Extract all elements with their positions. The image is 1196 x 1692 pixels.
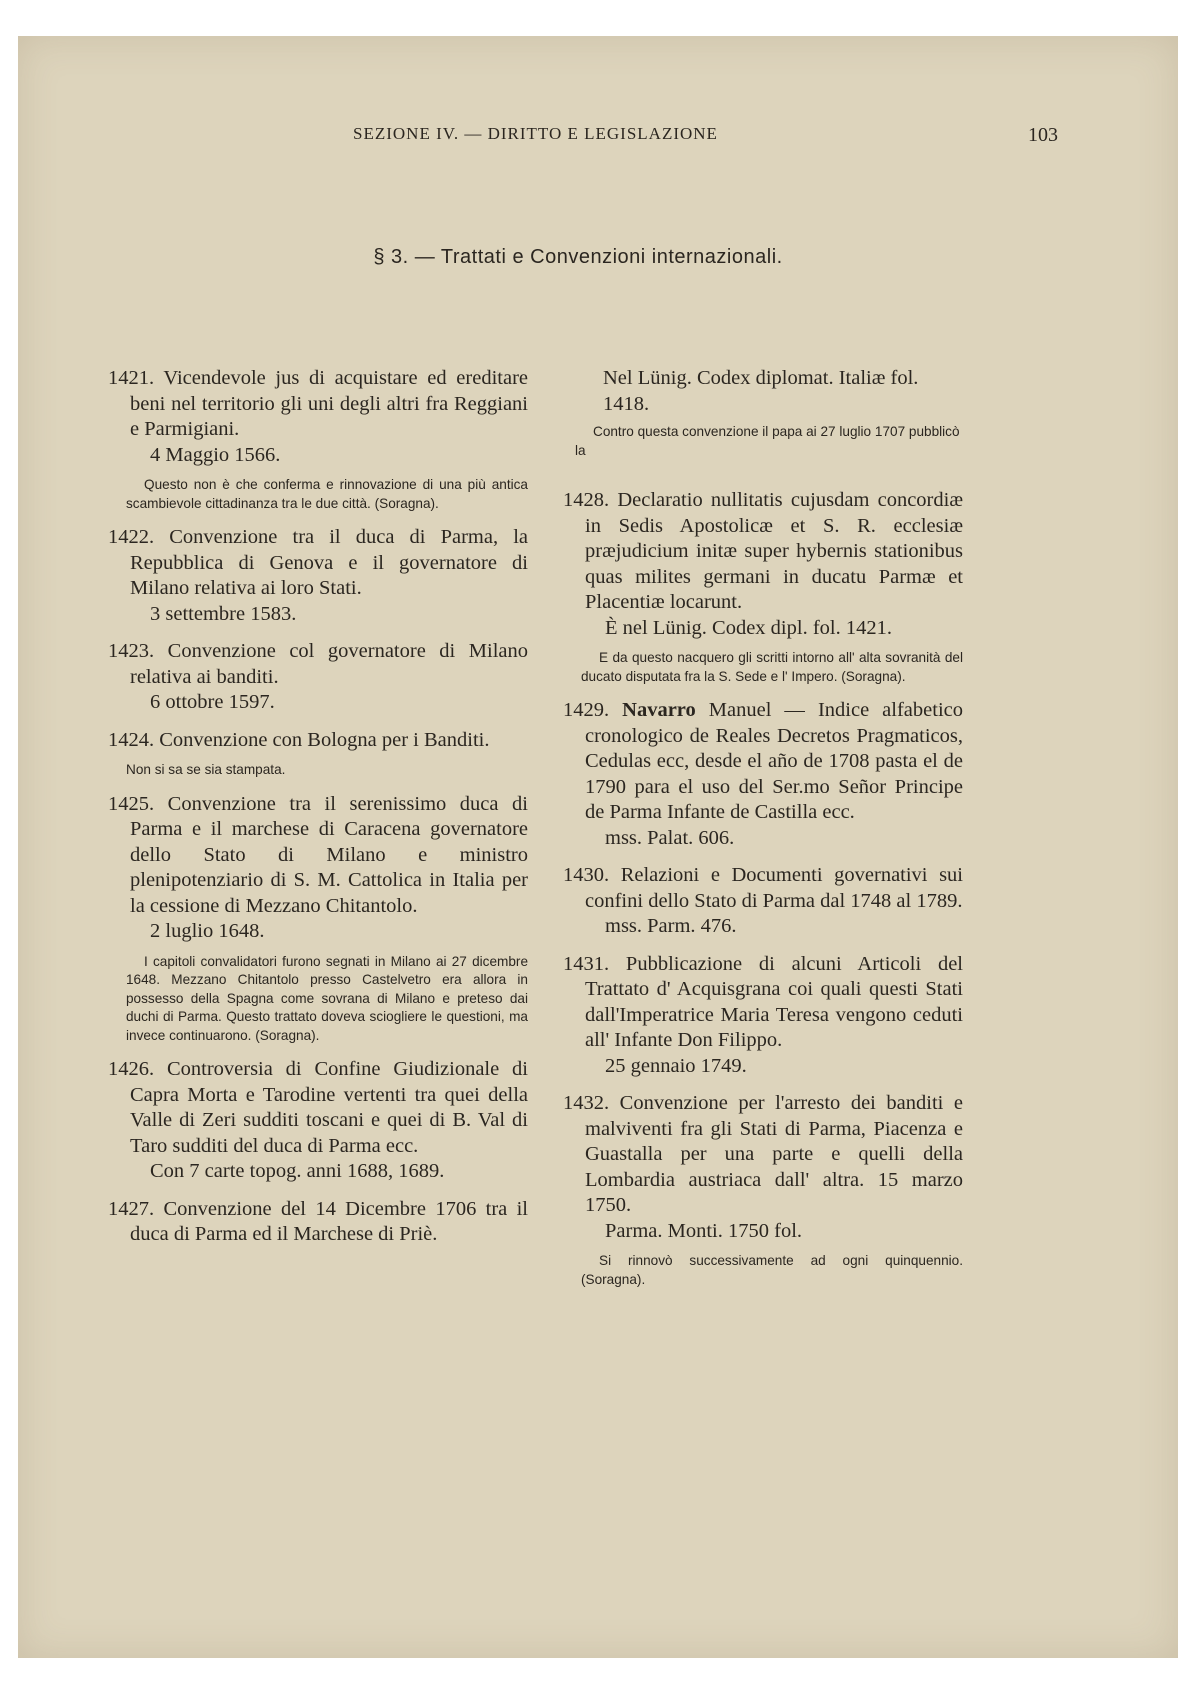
entry-1422	[108, 525, 528, 627]
header-title: SEZIONE IV. — DIRITTO E LEGISLAZIONE	[353, 124, 718, 143]
entry-1427-continuation: Nel Lünig. Codex diplomat. Italiæ fol. 1418.	[603, 367, 919, 415]
entry-1428	[563, 488, 963, 686]
entry-text: 1428. Declaratio nullitatis cujusdam concordiæ in Sedis Apostolicæ et S. R. ecclesiæ præjudicium initæ super hybernis stationibus quas milites germani in ducatu Parmæ et Placentiæ locarunt.	[563, 489, 963, 613]
section-title: § 3. — Trattati e Convenzioni internazionali.	[373, 246, 783, 268]
entry-text	[563, 698, 963, 826]
entry-1427-note: Contro questa convenzione il papa ai 27 luglio 1707 pubblicò la	[575, 424, 960, 458]
right-column	[563, 366, 963, 1301]
entry-note: I capitoli convalidatori furono segnati in Milano ai 27 dicembre 1648. Mezzano Chitantolo presso Castelvetro era allora in possesso della Spagna come sovrana di Milano e preteso dai duchi di Parma. Questo trattato doveva sciogliere le questioni, ma invece continuarono. (Soragna).	[126, 953, 528, 1043]
entry-title: Manuel — Indice alfabetico cronologico de Reales Decretos Pragmaticos, Cedulas ecc, desde el año de 1708 pasta el de 1790 para el uso del Ser.mo Señor Principe de Parma Infante de Castilla ecc.	[585, 699, 963, 823]
entry-date: 25 gennaio 1749.	[605, 1054, 747, 1077]
entry-1432	[563, 1091, 963, 1289]
entry-text: 1421. Vicendevole jus di acquistare ed ereditare beni nel territorio gli uni degli altri fra Reggiani e Parmigiani.	[108, 367, 528, 440]
entry-1427	[108, 1197, 528, 1248]
entry-date: 2 luglio 1648.	[150, 920, 265, 942]
entry-1426	[108, 1057, 528, 1185]
entry-date: 4 Maggio 1566.	[150, 443, 281, 466]
entry-text: 1430. Relazioni e Documenti governativi sui confini dello Stato di Parma dal 1748 al 1789.	[563, 864, 963, 912]
entry-text: 1423. Convenzione col governatore di Milano relativa ai banditi.	[108, 640, 528, 688]
entry-text: 1425. Convenzione tra il serenissimo duca di Parma e il marchese di Caracena governatore dello Stato di Milano e ministro plenipotenziario di S. M. Cattolica in Italia per la cessione di Mezzano Chitantolo.	[108, 792, 528, 917]
running-header	[118, 124, 1058, 158]
entry-1425	[108, 792, 528, 1046]
entry-date: Con 7 carte topog. anni 1688, 1689.	[150, 1160, 445, 1182]
entry-1424	[108, 728, 528, 780]
entry-note: E da questo nacquero gli scritti intorno all' alta sovranità del ducato disputata fra la S. Sede e l' Impero. (Soragna).	[581, 650, 963, 684]
entry-number: 1429.	[563, 699, 610, 721]
entry-note: Si rinnovò successivamente ad ogni quinquennio. (Soragna).	[581, 1253, 963, 1287]
entry-date: È nel Lünig. Codex dipl. fol. 1421.	[605, 616, 892, 639]
entry-date: mss. Palat. 606.	[605, 826, 735, 849]
entry-note: Questo non è che conferma e rinnovazione di una più antica scambievole cittadinanza tra le due città. (Soragna).	[126, 477, 528, 511]
entry-1430	[563, 863, 963, 940]
entry-text: 1426. Controversia di Confine Giudizionale di Capra Morta e Tarodine vertenti tra quei della Valle di Zeri sudditi toscani e quei di B. Val di Taro sudditi del duca di Parma ecc.	[108, 1058, 528, 1157]
entry-1429	[563, 698, 963, 851]
entry-date: 6 ottobre 1597.	[150, 691, 275, 713]
entry-text: 1424. Convenzione con Bologna per i Banditi.	[108, 728, 490, 751]
page	[18, 36, 1178, 1658]
entry-note: Non si sa se sia stampata.	[126, 762, 286, 777]
entry-text: 1431. Pubblicazione di alcuni Articoli del Trattato d' Acquisgrana coi quali questi Stati dall'Imperatrice Maria Teresa vengono ceduti all' Infante Don Filippo.	[563, 952, 963, 1051]
entry-text: 1427. Convenzione del 14 Dicembre 1706 tra il duca di Parma ed il Marchese di Priè.	[108, 1197, 528, 1245]
entry-text: 1422. Convenzione tra il duca di Parma, la Repubblica di Genova e il governatore di Milano relativa ai loro Stati.	[108, 526, 528, 599]
entry-1431	[563, 952, 963, 1080]
entry-1423	[108, 639, 528, 716]
entry-date: mss. Parm. 476.	[605, 915, 737, 937]
entry-author: Navarro	[622, 699, 696, 721]
entry-1421	[108, 366, 528, 513]
page-number: 103	[1028, 124, 1058, 146]
entry-text: 1432. Convenzione per l'arresto dei banditi e malviventi fra gli Stati di Parma, Piacenza e Guastalla per una parte e quelli della Lombardia austriaca dall' altra. 15 marzo 1750.	[563, 1092, 963, 1216]
left-column	[108, 366, 528, 1260]
entry-date: Parma. Monti. 1750 fol.	[605, 1219, 803, 1242]
entry-date: 3 settembre 1583.	[150, 602, 297, 625]
